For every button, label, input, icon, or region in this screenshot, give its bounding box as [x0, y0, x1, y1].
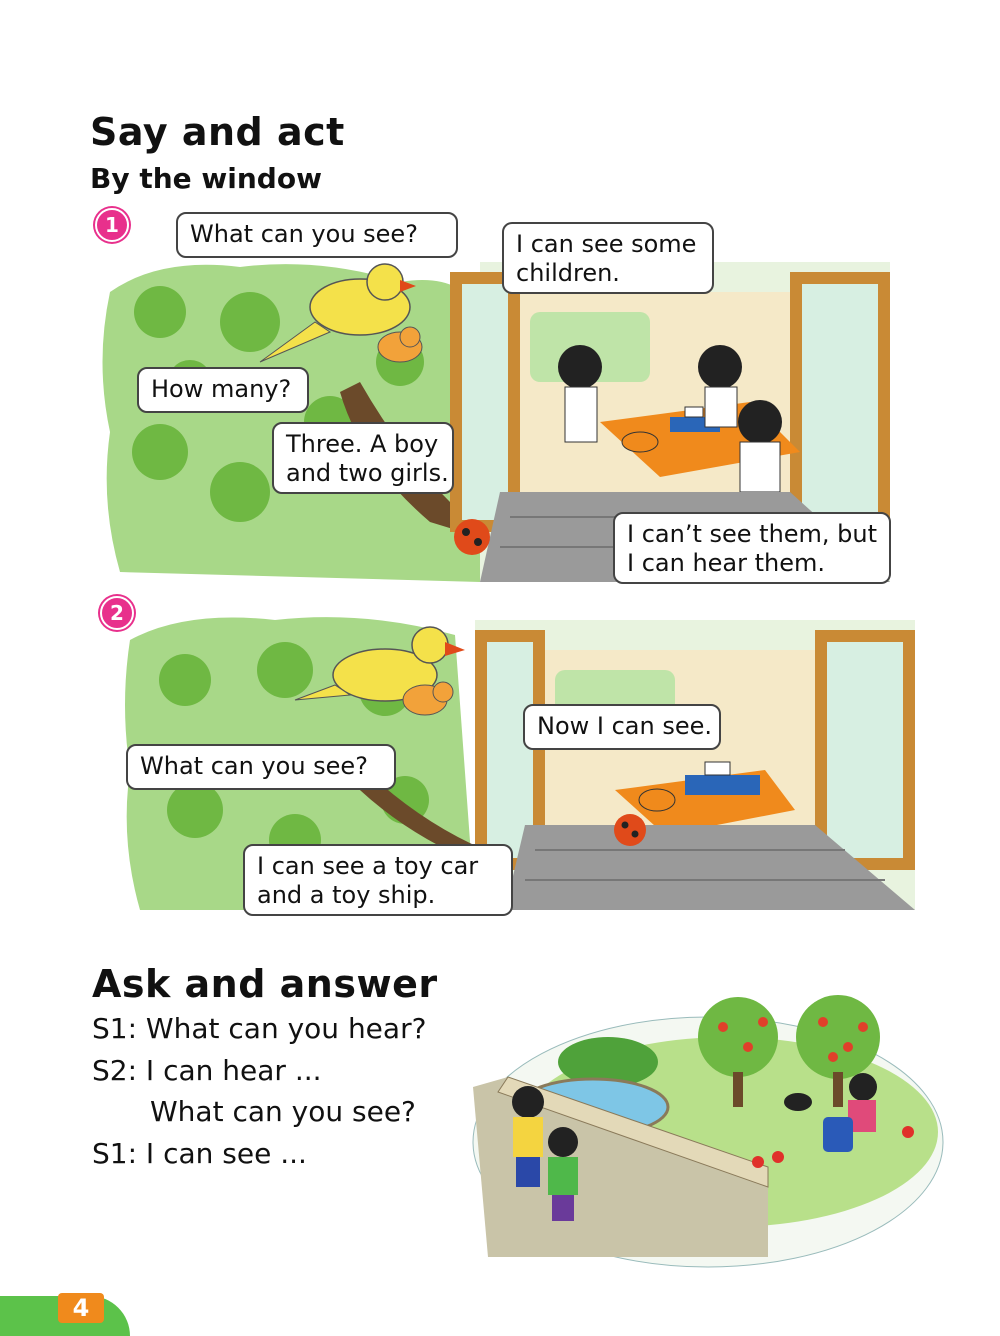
bubble-text-line: Three. A boy	[286, 430, 439, 458]
bubble-text: What can you see?	[190, 220, 418, 248]
bubble-text: How many?	[151, 375, 292, 403]
bubble-text: Now I can see.	[537, 712, 713, 740]
bubble-text-line: I can hear them.	[627, 549, 826, 577]
speech-bubble-how-many	[137, 367, 309, 413]
park-illustration	[468, 992, 948, 1272]
bubble-text-line: I can see some	[516, 230, 697, 258]
panel-number-badge: 1	[95, 208, 129, 242]
page-number: 4	[58, 1293, 104, 1323]
dialogue-line: What can you see?	[150, 1095, 416, 1128]
bubble-text-line: I can see a toy car	[257, 852, 479, 880]
bubble-text-line: and a toy ship.	[257, 881, 436, 909]
speech-bubble-toy-car-ship	[243, 844, 513, 916]
bubble-text-line: I can’t see them, but	[627, 520, 878, 548]
section-subtitle: By the window	[90, 162, 322, 195]
ask-answer-heading: Ask and answer	[92, 962, 438, 1006]
speech-bubble-what-can-you-see	[176, 212, 458, 258]
panel-number-badge: 2	[100, 596, 134, 630]
speech-bubble-children	[502, 222, 714, 294]
speech-bubble-can-hear	[613, 512, 891, 584]
bubble-text-line: children.	[516, 259, 620, 287]
bubble-text-line: and two girls.	[286, 459, 449, 487]
speech-bubble-now-i-can-see	[523, 704, 721, 750]
dialogue-line: S1: What can you hear?	[92, 1012, 427, 1045]
bubble-text: What can you see?	[140, 752, 368, 780]
dialogue-line: S2: I can hear ...	[92, 1054, 322, 1087]
speech-bubble-three	[272, 422, 454, 494]
dialogue-line: S1: I can see ...	[92, 1137, 307, 1170]
speech-bubble-what-can-you-see	[126, 744, 396, 790]
page-title: Say and act	[90, 110, 345, 154]
